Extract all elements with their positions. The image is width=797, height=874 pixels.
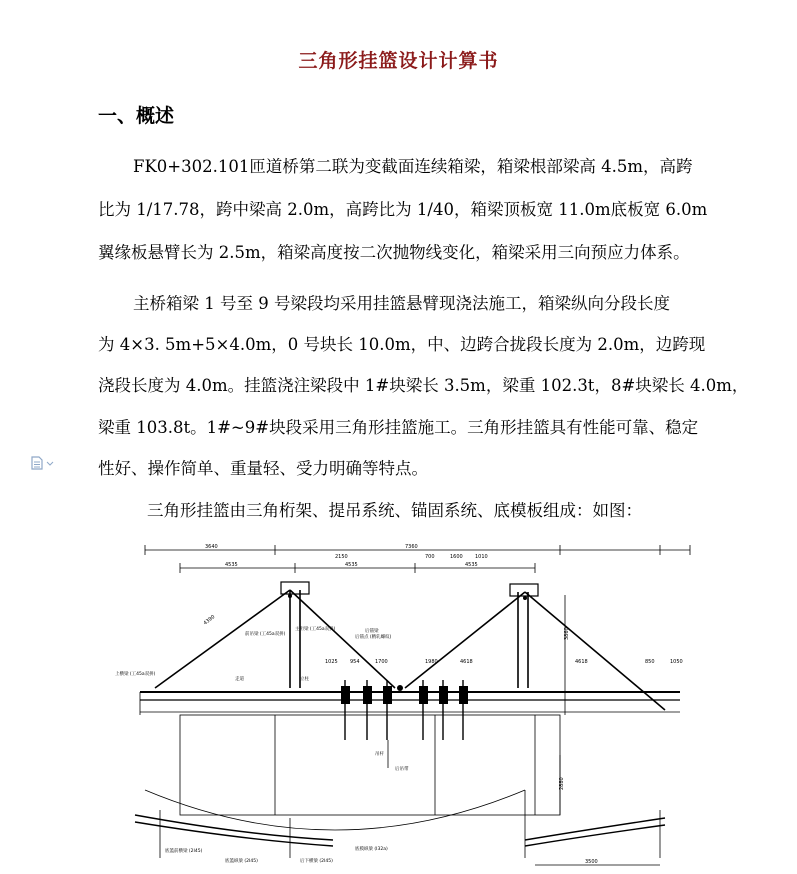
dim-mid-5: 4618 bbox=[575, 659, 588, 665]
dim-top-1: 7360 bbox=[405, 544, 418, 550]
document-title: 三角形挂篮设计计算书 bbox=[298, 50, 499, 72]
dim-top-5: 1010 bbox=[475, 554, 488, 560]
label-rear-strap: 后吊带 bbox=[395, 767, 409, 772]
diagonal-dim: 4390 bbox=[202, 614, 217, 627]
label-bottom-front-beam: 底篮前横梁 (2I45) bbox=[165, 849, 203, 854]
vertical-dim-1: 2880 bbox=[559, 777, 565, 790]
paragraph-line: 比为 1/17.78，跨中梁高 2.0m，高跨比为 1/40，箱梁顶板宽 11.0m底板宽 6.0m bbox=[98, 200, 708, 219]
cradle-structure-drawing bbox=[105, 540, 705, 870]
dim-second-1: 4535 bbox=[345, 562, 358, 568]
paragraph-line: FK0+302.101匝道桥第二联为变截面连续箱梁，箱梁根部梁高 4.5m，高跨 bbox=[133, 157, 693, 176]
dim-mid-0: 1025 bbox=[325, 659, 338, 665]
section-heading: 一、概述 bbox=[98, 105, 175, 127]
dim-top-2: 2150 bbox=[335, 554, 348, 560]
label-column: 立柱 bbox=[300, 677, 309, 682]
document-icon[interactable] bbox=[30, 456, 56, 470]
label-rear-anchor-beam: 后锚梁 bbox=[365, 629, 379, 634]
label-main-truss: 主桁梁 (工45a双拼) bbox=[295, 627, 336, 632]
dim-mid-7: 1050 bbox=[670, 659, 683, 665]
dim-bottom-0: 3500 bbox=[585, 859, 598, 865]
paragraph-line: 梁重 103.8t。1#~9#块段采用三角形挂篮施工。三角形挂篮具有性能可靠、稳定 bbox=[98, 418, 699, 437]
dim-top-0: 3640 bbox=[205, 544, 218, 550]
paragraph-line: 性好、操作简单、重量轻、受力明确等特点。 bbox=[98, 459, 428, 478]
dim-mid-2: 1700 bbox=[375, 659, 388, 665]
vertical-dim-0: 3860 bbox=[564, 627, 570, 640]
paragraph-line: 主桥箱梁 1 号至 9 号梁段均采用挂篮悬臂现浇法施工，箱梁纵向分段长度 bbox=[133, 294, 670, 313]
label-rear-anchor: 后锚点 (精轧螺纹) bbox=[355, 635, 392, 640]
dim-second-0: 4535 bbox=[225, 562, 238, 568]
paragraph-line: 为 4×3. 5m+5×4.0m，0 号块长 10.0m，中、边跨合拢段长度为 2.0m，边跨现 bbox=[98, 335, 706, 354]
paragraph-line: 三角形挂篮由三角桁架、提吊系统、锚固系统、底模板组成：如图： bbox=[147, 501, 642, 520]
label-formwork-beam: 底模纵梁 (I32a) bbox=[355, 847, 388, 852]
label-walkway: 走道 bbox=[235, 677, 244, 682]
paragraph-line: 浇段长度为 4.0m。挂篮浇注梁段中 1#块梁长 3.5m，梁重 102.3t，8#块梁长 4.0m， bbox=[98, 376, 749, 395]
dim-top-4: 1600 bbox=[450, 554, 463, 560]
dim-mid-6: 850 bbox=[645, 659, 655, 665]
dim-mid-1: 954 bbox=[350, 659, 360, 665]
label-front-beam: 前吊梁 (工45a双拼) bbox=[245, 632, 286, 637]
dim-top-3: 700 bbox=[425, 554, 435, 560]
paragraph-line: 翼缘板悬臂长为 2.5m，箱梁高度按二次抛物线变化，箱梁采用三向预应力体系。 bbox=[98, 243, 690, 262]
dim-mid-3: 1980 bbox=[425, 659, 438, 665]
label-hanger: 吊杆 bbox=[375, 752, 384, 757]
label-upper-beam: 上横梁 (工45a双拼) bbox=[115, 672, 156, 677]
dim-second-2: 4535 bbox=[465, 562, 478, 568]
dim-mid-4: 4618 bbox=[460, 659, 473, 665]
label-bottom-longitudinal: 底篮纵梁 (2I45) bbox=[225, 859, 258, 864]
label-rear-lower-beam: 后下横梁 (2I45) bbox=[300, 859, 333, 864]
